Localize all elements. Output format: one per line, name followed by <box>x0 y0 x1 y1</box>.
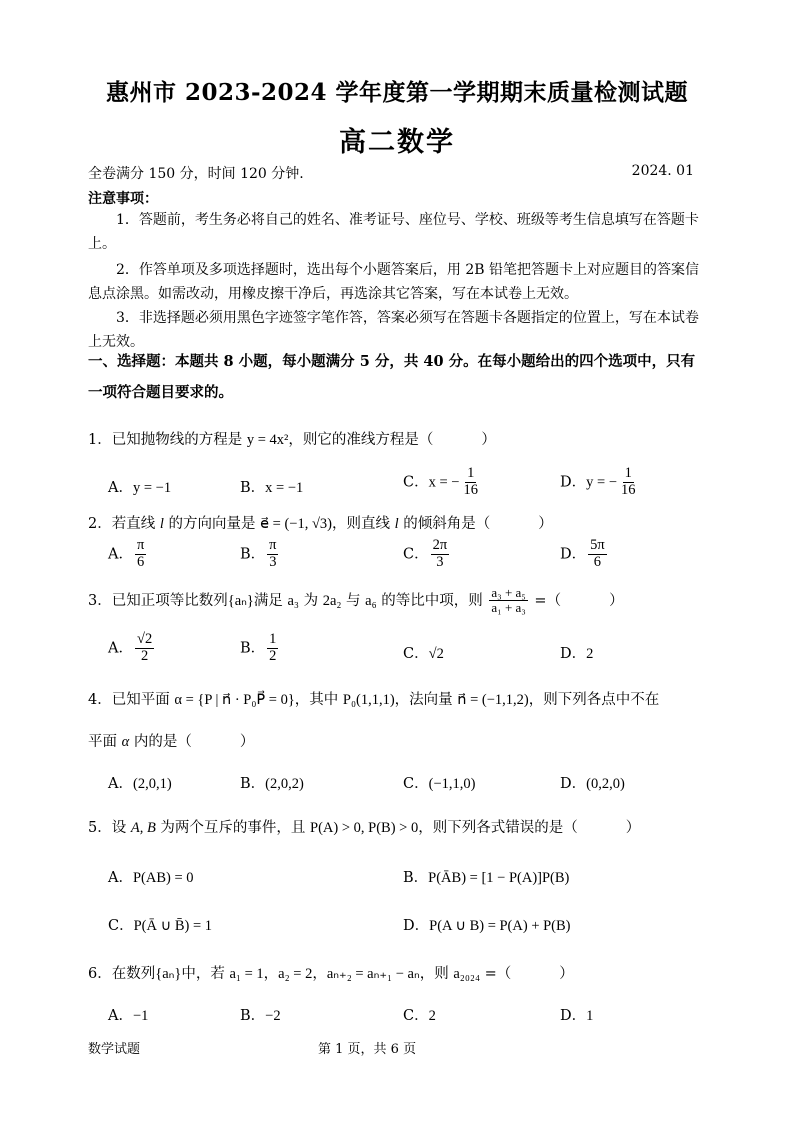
q1-option-b[interactable]: B．x = −1 <box>240 480 304 496</box>
note-2: 2．作答单项及多项选择题时，选出每个小题答案后，用 2B 铅笔把答题卡上对应题目的答案信息点涂黑。如需改动，用橡皮擦干净后，再选涂其它答案，写在本试卷上无效。 <box>88 262 700 302</box>
q1-option-d[interactable]: D．y = − $\frac{1}{16}$ <box>560 465 636 498</box>
q1-stem-text-2: ，则它的准线方程是（ <box>288 432 434 448</box>
question-4-line-2: 平面 α 内的是（ ） <box>88 734 255 750</box>
q1-paren-close: ） <box>481 432 496 448</box>
page-number: 第 1 页，共 6 页 <box>318 1042 417 1057</box>
info-row <box>88 163 694 183</box>
q6-option-b[interactable]: B．−2 <box>240 1008 281 1024</box>
q2-vector: e⃗ = (−1, √3) <box>260 516 332 532</box>
exam-title: 惠州市 2023-2024 学年度第一学期期末质量检测试题 <box>105 79 689 106</box>
q5-option-d[interactable]: D．P(A ∪ B) = P(A) + P(B) <box>403 918 571 934</box>
question-5: 5．设 A, B 为两个互斥的事件，且 P(A) > 0, P(B) > 0，则下列各式错误的是（ ） <box>88 820 641 836</box>
q2-option-c[interactable]: C． $\frac{2\pi}{3}$ <box>403 537 448 570</box>
question-4-line-1: 4．已知平面 α = {P | n⃗ · P₀P⃗ = 0}，其中 P₀(1,1,1)，法向量 n⃗ = (−1,1,2)，则下列各点中不在 <box>88 692 660 708</box>
q3-option-c[interactable]: C．√2 <box>403 646 444 662</box>
q4-option-c[interactable]: C．(−1,1,0) <box>403 776 476 792</box>
section-heading: 一、选择题：本题共 8 小题，每小题满分 5 分，共 40 分。在每小题给出的四个选项中，只有一项符合题目要求的。 <box>88 353 696 401</box>
q6-option-d[interactable]: D．1 <box>560 1008 594 1024</box>
q4-option-b[interactable]: B．(2,0,2) <box>240 776 304 792</box>
question-6: 6．在数列{aₙ}中，若 a₁ = 1，a₂ = 2，aₙ₊₂ = aₙ₊₁ − aₙ，则 a₂₀₂₄ =（ ） <box>88 966 574 982</box>
question-2: 2．若直线 l 的方向向量是 e⃗ = (−1, √3)，则直线 l 的倾斜角是（ ） <box>88 516 553 532</box>
q3-option-b[interactable]: B． $\frac{1}{2}$ <box>240 631 277 664</box>
q6-option-c[interactable]: C．2 <box>403 1008 436 1024</box>
exam-date: 2024. 01 <box>631 163 694 179</box>
q4-option-d[interactable]: D．(0,2,0) <box>560 776 625 792</box>
q5-option-c[interactable]: C．P(Ā ∪ B̄) = 1 <box>108 918 213 934</box>
q4-option-a[interactable]: A．(2,0,1) <box>108 776 172 792</box>
q2-option-d[interactable]: D． $\frac{5\pi}{6}$ <box>560 537 605 570</box>
q6-option-a[interactable]: A．−1 <box>108 1008 149 1024</box>
notes-heading: 注意事项： <box>88 191 158 207</box>
q1-stem-text: 1．已知抛物线的方程是 <box>88 432 247 448</box>
q3-option-d[interactable]: D．2 <box>560 646 594 662</box>
q5-option-a[interactable]: A．P(AB) = 0 <box>108 870 194 886</box>
q1-option-a[interactable]: A．y = −1 <box>108 480 172 496</box>
q1-option-c[interactable]: C．x = − $\frac{1}{16}$ <box>403 465 478 498</box>
question-3: 3．已知正项等比数列{aₙ}满足 a₃ 为 2a₂ 与 a₆ 的等比中项，则 $\frac{\text{a₃ + a₅}}{\text{a₁ + a₃}}$ =（ ） <box>88 585 624 616</box>
score-time-text: 全卷满分 150 分，时间 120 分钟. <box>88 166 304 182</box>
q2-option-a[interactable]: A． $\frac{\pi}{6}$ <box>108 537 145 570</box>
q3-option-a[interactable]: A． $\frac{√2}{2}$ <box>108 631 153 664</box>
q1-equation: y = 4x² <box>246 432 289 448</box>
question-1 <box>88 428 708 449</box>
footer-label: 数学试题 <box>88 1042 141 1057</box>
note-3: 3．非选择题必须用黑色字迹签字笔作答，答案必须写在答题卡各题指定的位置上，写在本试卷上无效。 <box>88 310 699 350</box>
exam-subject: 高二数学 <box>339 127 455 158</box>
q5-option-b[interactable]: B．P(ĀB) = [1 − P(A)]P(B) <box>403 870 570 886</box>
note-1: 1．答题前，考生务必将自己的姓名、准考证号、座位号、学校、班级等考生信息填写在答题卡上。 <box>88 212 699 252</box>
q2-option-b[interactable]: B． $\frac{\pi}{3}$ <box>240 537 277 570</box>
